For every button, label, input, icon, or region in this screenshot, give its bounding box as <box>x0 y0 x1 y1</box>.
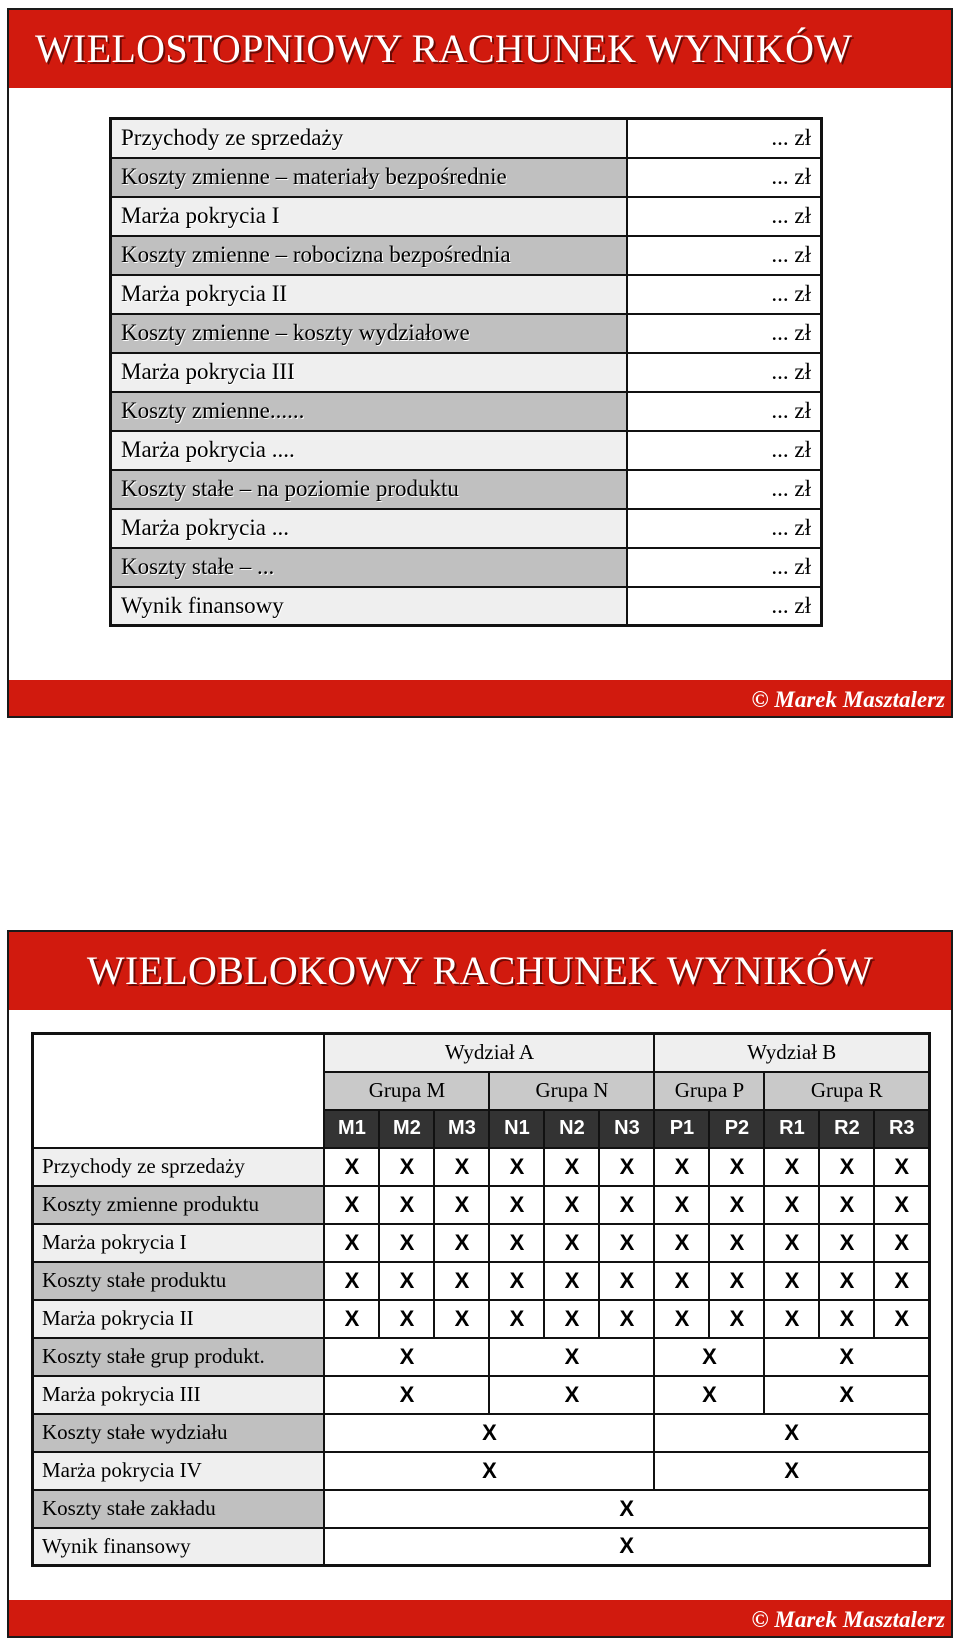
mark-cell: X <box>489 1376 654 1414</box>
mark-cell: X <box>654 1186 709 1224</box>
mark-cell: X <box>654 1338 764 1376</box>
row-label: Wynik finansowy <box>111 587 627 626</box>
mark-cell: X <box>489 1262 544 1300</box>
row-label: Koszty zmienne – materiały bezpośrednie <box>111 158 627 197</box>
slide1-copyright: © Marek Masztalerz <box>751 687 945 712</box>
row-value: ... zł <box>627 392 822 431</box>
department-a: Wydział A <box>324 1034 654 1072</box>
department-header-row <box>33 1034 930 1072</box>
multistage-table <box>109 117 823 627</box>
row-label: Marża pokrycia I <box>33 1224 325 1262</box>
slide1-footer-bar <box>9 680 951 716</box>
mark-cell: X <box>764 1338 929 1376</box>
mark-cell: X <box>764 1224 819 1262</box>
mark-cell: X <box>599 1148 654 1186</box>
mark-cell: X <box>654 1300 709 1338</box>
mark-cell: X <box>544 1148 599 1186</box>
table-row <box>33 1300 930 1338</box>
mark-cell: X <box>819 1148 874 1186</box>
row-value: ... zł <box>627 587 822 626</box>
table-row <box>111 431 822 470</box>
row-value: ... zł <box>627 236 822 275</box>
mark-cell: X <box>599 1186 654 1224</box>
row-label: Marża pokrycia IV <box>33 1452 325 1490</box>
mark-cell: X <box>324 1490 929 1528</box>
mark-cell: X <box>819 1224 874 1262</box>
mark-cell: X <box>324 1300 379 1338</box>
mark-cell: X <box>379 1300 434 1338</box>
table-row <box>111 587 822 626</box>
mark-cell: X <box>489 1186 544 1224</box>
table-row <box>111 509 822 548</box>
row-label: Marża pokrycia ... <box>111 509 627 548</box>
mark-cell: X <box>819 1186 874 1224</box>
product-code: R2 <box>819 1110 874 1148</box>
mark-cell: X <box>874 1262 929 1300</box>
slide-multiblock-income-statement <box>7 930 953 1638</box>
mark-cell: X <box>379 1186 434 1224</box>
group-m: Grupa M <box>324 1072 489 1110</box>
mark-cell: X <box>654 1262 709 1300</box>
row-value: ... zł <box>627 197 822 236</box>
group-r: Grupa R <box>764 1072 929 1110</box>
mark-cell: X <box>764 1186 819 1224</box>
table-row <box>111 158 822 197</box>
mark-cell: X <box>709 1262 764 1300</box>
table-row <box>33 1338 930 1376</box>
mark-cell: X <box>654 1376 764 1414</box>
mark-cell: X <box>709 1224 764 1262</box>
table-row <box>33 1528 930 1566</box>
row-label: Marża pokrycia III <box>111 353 627 392</box>
mark-cell: X <box>819 1300 874 1338</box>
product-code: M2 <box>379 1110 434 1148</box>
mark-cell: X <box>819 1262 874 1300</box>
mark-cell: X <box>709 1186 764 1224</box>
row-label: Marża pokrycia I <box>111 197 627 236</box>
slide-multistage-income-statement <box>7 8 953 718</box>
mark-cell: X <box>324 1376 489 1414</box>
mark-cell: X <box>379 1224 434 1262</box>
mark-cell: X <box>764 1262 819 1300</box>
row-value: ... zł <box>627 431 822 470</box>
row-value: ... zł <box>627 470 822 509</box>
mark-cell: X <box>654 1224 709 1262</box>
mark-cell: X <box>324 1186 379 1224</box>
row-value: ... zł <box>627 353 822 392</box>
row-label: Koszty zmienne – koszty wydziałowe <box>111 314 627 353</box>
product-code: R3 <box>874 1110 929 1148</box>
row-value: ... zł <box>627 158 822 197</box>
table-row <box>33 1414 930 1452</box>
mark-cell: X <box>434 1186 489 1224</box>
product-code: N3 <box>599 1110 654 1148</box>
mark-cell: X <box>709 1300 764 1338</box>
multiblock-table <box>31 1032 931 1567</box>
table-row <box>33 1376 930 1414</box>
mark-cell: X <box>489 1300 544 1338</box>
mark-cell: X <box>379 1262 434 1300</box>
group-n: Grupa N <box>489 1072 654 1110</box>
mark-cell: X <box>544 1224 599 1262</box>
row-label: Koszty zmienne produktu <box>33 1186 325 1224</box>
mark-cell: X <box>709 1148 764 1186</box>
table-row <box>33 1262 930 1300</box>
product-code: P1 <box>654 1110 709 1148</box>
mark-cell: X <box>874 1300 929 1338</box>
mark-cell: X <box>434 1224 489 1262</box>
mark-cell: X <box>874 1186 929 1224</box>
slide2-footer-bar <box>9 1600 951 1636</box>
table-row <box>33 1148 930 1186</box>
table-row <box>33 1224 930 1262</box>
row-value: ... zł <box>627 314 822 353</box>
mark-cell: X <box>489 1338 654 1376</box>
mark-cell: X <box>544 1262 599 1300</box>
mark-cell: X <box>654 1148 709 1186</box>
table-row <box>111 314 822 353</box>
mark-cell: X <box>874 1148 929 1186</box>
row-label: Koszty stałe wydziału <box>33 1414 325 1452</box>
slide1-title: WIELOSTOPNIOWY RACHUNEK WYNIKÓW <box>9 10 951 88</box>
table-row <box>111 275 822 314</box>
mark-cell: X <box>544 1186 599 1224</box>
product-code: R1 <box>764 1110 819 1148</box>
mark-cell: X <box>764 1148 819 1186</box>
department-b: Wydział B <box>654 1034 929 1072</box>
group-p: Grupa P <box>654 1072 764 1110</box>
product-code: M3 <box>434 1110 489 1148</box>
table-row <box>111 353 822 392</box>
product-code: M1 <box>324 1110 379 1148</box>
table-row <box>111 470 822 509</box>
table-row <box>33 1490 930 1528</box>
mark-cell: X <box>764 1300 819 1338</box>
row-value: ... zł <box>627 509 822 548</box>
slide2-title: WIELOBLOKOWY RACHUNEK WYNIKÓW <box>9 932 951 1010</box>
table-row <box>111 236 822 275</box>
mark-cell: X <box>599 1224 654 1262</box>
row-label: Wynik finansowy <box>33 1528 325 1566</box>
table-row <box>111 119 822 158</box>
row-label: Koszty stałe produktu <box>33 1262 325 1300</box>
row-label: Koszty stałe grup produkt. <box>33 1338 325 1376</box>
mark-cell: X <box>324 1338 489 1376</box>
row-value: ... zł <box>627 275 822 314</box>
table-row <box>111 392 822 431</box>
row-label: Przychody ze sprzedaży <box>33 1148 325 1186</box>
mark-cell: X <box>434 1300 489 1338</box>
mark-cell: X <box>544 1300 599 1338</box>
row-label: Marża pokrycia II <box>111 275 627 314</box>
row-label: Koszty stałe – na poziomie produktu <box>111 470 627 509</box>
mark-cell: X <box>324 1148 379 1186</box>
product-code: N1 <box>489 1110 544 1148</box>
row-label: Koszty zmienne – robocizna bezpośrednia <box>111 236 627 275</box>
slide2-copyright: © Marek Masztalerz <box>751 1607 945 1632</box>
mark-cell: X <box>874 1224 929 1262</box>
mark-cell: X <box>654 1414 929 1452</box>
row-label: Koszty stałe – ... <box>111 548 627 587</box>
table-row <box>33 1452 930 1490</box>
row-label: Koszty zmienne...... <box>111 392 627 431</box>
row-label: Marża pokrycia III <box>33 1376 325 1414</box>
mark-cell: X <box>324 1224 379 1262</box>
table-row <box>111 197 822 236</box>
mark-cell: X <box>599 1262 654 1300</box>
mark-cell: X <box>324 1262 379 1300</box>
mark-cell: X <box>599 1300 654 1338</box>
product-code: N2 <box>544 1110 599 1148</box>
mark-cell: X <box>379 1148 434 1186</box>
row-label: Koszty stałe zakładu <box>33 1490 325 1528</box>
row-value: ... zł <box>627 119 822 158</box>
table-corner <box>33 1034 325 1148</box>
row-value: ... zł <box>627 548 822 587</box>
mark-cell: X <box>434 1148 489 1186</box>
table-row <box>33 1186 930 1224</box>
product-code: P2 <box>709 1110 764 1148</box>
mark-cell: X <box>764 1376 929 1414</box>
mark-cell: X <box>324 1414 654 1452</box>
table-row <box>111 548 822 587</box>
row-label: Przychody ze sprzedaży <box>111 119 627 158</box>
mark-cell: X <box>489 1148 544 1186</box>
mark-cell: X <box>324 1528 929 1566</box>
row-label: Marża pokrycia II <box>33 1300 325 1338</box>
mark-cell: X <box>654 1452 929 1490</box>
mark-cell: X <box>434 1262 489 1300</box>
mark-cell: X <box>324 1452 654 1490</box>
mark-cell: X <box>489 1224 544 1262</box>
row-label: Marża pokrycia .... <box>111 431 627 470</box>
